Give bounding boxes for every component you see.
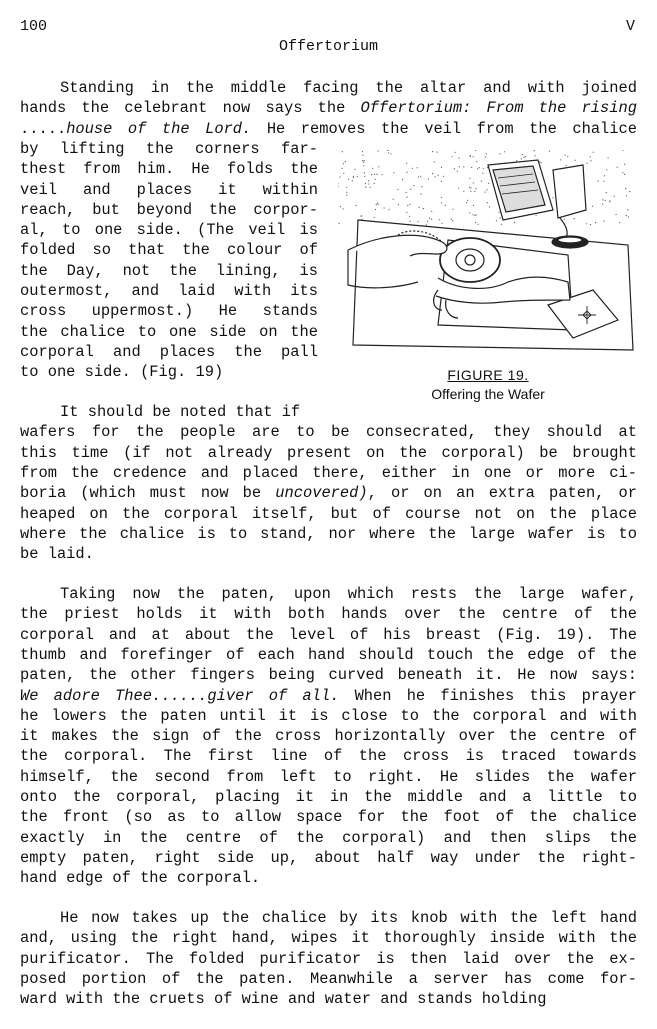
text-line: [20, 524, 637, 544]
text-run: this time (if not already present on the corporal) be brought: [20, 443, 637, 462]
text-line: [20, 807, 637, 827]
section-title: Offertorium: [278, 38, 379, 55]
text-line: [20, 686, 637, 706]
text-line: [20, 362, 318, 382]
text-line: [20, 665, 637, 685]
text-run: , or on an extra paten, or: [367, 484, 637, 503]
text-run: hand edge of the corporal.: [20, 869, 261, 888]
figure-title: Offering the Wafer: [431, 386, 545, 402]
italic-text: house of the Lord.: [66, 119, 252, 138]
figure-label: FIGURE 19.: [447, 367, 529, 383]
text-run: hands the celebrant now says the: [20, 99, 361, 118]
text-run: onto the corporal, placing it in the middle and a little to: [20, 788, 637, 806]
text-line: [20, 645, 637, 665]
text-run: to one side. (Fig. 19): [20, 363, 224, 382]
text-run: al, to one side. (The veil is: [20, 221, 318, 240]
text-run: he lowers the paten until it is close to the corporal and with: [20, 706, 637, 725]
text-line: [20, 139, 318, 159]
page-number: 100: [20, 18, 48, 35]
figure-caption: [338, 366, 638, 404]
text-line: [20, 604, 637, 624]
text-line: [20, 483, 637, 503]
text-line: [20, 848, 637, 868]
italic-text: uncovered): [275, 484, 368, 503]
text-run: exactly in the centre of the corporal) and then slips the: [20, 828, 637, 847]
text-run: by lifting the corners far-: [20, 139, 318, 158]
text-line: [20, 706, 637, 726]
text-line: [20, 828, 637, 848]
text-run: heaped on the corporal itself, but of course not on the place: [20, 504, 637, 523]
text-run: When he finishes this prayer: [339, 686, 637, 705]
text-line: [20, 463, 637, 483]
text-run: folded so that the colour of: [20, 241, 318, 260]
text-run: boria (which must now be: [20, 484, 276, 503]
text-line: [20, 928, 637, 948]
text-run: himself, the second from left to right. He slides the wafer: [20, 767, 637, 786]
text-run: where the chalice is to stand, nor where the large wafer is to: [20, 524, 637, 543]
text-run: it makes the sign of the cross horizontally over the centre of: [20, 727, 637, 746]
text-line: [20, 342, 318, 362]
text-run: corporal and at about the level of his breast (Fig. 19). The: [20, 625, 637, 644]
text-line: [20, 220, 318, 240]
text-run: Taking now the paten, upon which rests the large wafer,: [60, 585, 637, 603]
text-line: [20, 989, 637, 1009]
text-run: empty paten, right side up, about half way under the right-: [20, 848, 637, 867]
text-run: the corporal. The first line of the cross is traced towards: [20, 747, 637, 766]
text-line: [20, 261, 318, 281]
text-run: cross uppermost.) He stands: [20, 302, 318, 321]
text-line: [20, 969, 637, 989]
text-line: [20, 504, 637, 524]
text-run: paten, the other fingers being curved beneath it. He now says:: [20, 666, 637, 685]
text-line: [20, 159, 318, 179]
text-run: be laid.: [20, 545, 94, 564]
text-run: the priest holds it with both hands over the centre of the: [20, 605, 637, 624]
text-line: [20, 787, 637, 807]
text-line: [20, 78, 637, 98]
figure-19-illustration: [338, 150, 638, 360]
italic-text: Offertorium: From the rising: [360, 99, 637, 118]
text-run: from the credence and placed there, either in one or more ci-: [20, 463, 637, 482]
text-line: [20, 301, 318, 321]
text-run: outermost, and laid with its: [20, 282, 318, 300]
text-run: It should be noted that if: [60, 403, 301, 421]
text-line: [20, 422, 637, 442]
text-line: [20, 584, 637, 604]
text-line: [20, 443, 637, 463]
text-run: reach, but beyond the corpor-: [20, 200, 318, 219]
text-run: He removes the veil from the chalice: [251, 119, 638, 138]
text-run: ward with the cruets of wine and water and stands holding: [20, 990, 547, 1009]
text-run: veil and places it within: [20, 180, 318, 199]
text-line: [20, 240, 318, 260]
text-run: corporal and places the pall: [20, 342, 318, 361]
text-run: wafers for the people are to be consecrated, they should at: [20, 423, 637, 442]
text-run: Standing in the middle facing the altar and with joined: [60, 79, 637, 97]
text-line: [20, 949, 637, 969]
text-line: [20, 281, 318, 301]
text-run: posed portion of the paten. Meanwhile a server has come for-: [20, 969, 637, 988]
text-run: purificator. The folded purificator is then laid over the ex-: [20, 949, 637, 968]
italic-text: We adore Thee......giver of all.: [20, 686, 340, 705]
text-line: [20, 402, 318, 422]
text-run: the chalice to one side on the: [20, 322, 318, 341]
text-run: and, using the right hand, wipes it thoroughly inside with the: [20, 929, 637, 948]
text-line: [20, 180, 318, 200]
text-line: [20, 908, 637, 928]
chapter-number: V: [626, 18, 636, 35]
text-run: .....: [20, 119, 67, 138]
text-line: [20, 746, 637, 766]
text-run: the front (so as to allow space for the foot of the chalice: [20, 808, 637, 827]
text-line: [20, 98, 637, 118]
stipple-texture: [338, 150, 630, 226]
text-run: thest from him. He folds the: [20, 160, 318, 179]
text-line: [20, 544, 637, 564]
text-line: [20, 767, 637, 787]
text-line: [20, 726, 637, 746]
text-run: He now takes up the chalice by its knob with the left hand: [60, 909, 637, 927]
text-line: [20, 868, 637, 888]
text-line: [20, 625, 637, 645]
text-line: [20, 322, 318, 342]
text-line: [20, 200, 318, 220]
text-line: [20, 119, 637, 139]
text-run: the Day, not the lining, is: [20, 261, 318, 280]
text-run: thumb and forefinger of each hand should touch the edge of the: [20, 645, 637, 664]
